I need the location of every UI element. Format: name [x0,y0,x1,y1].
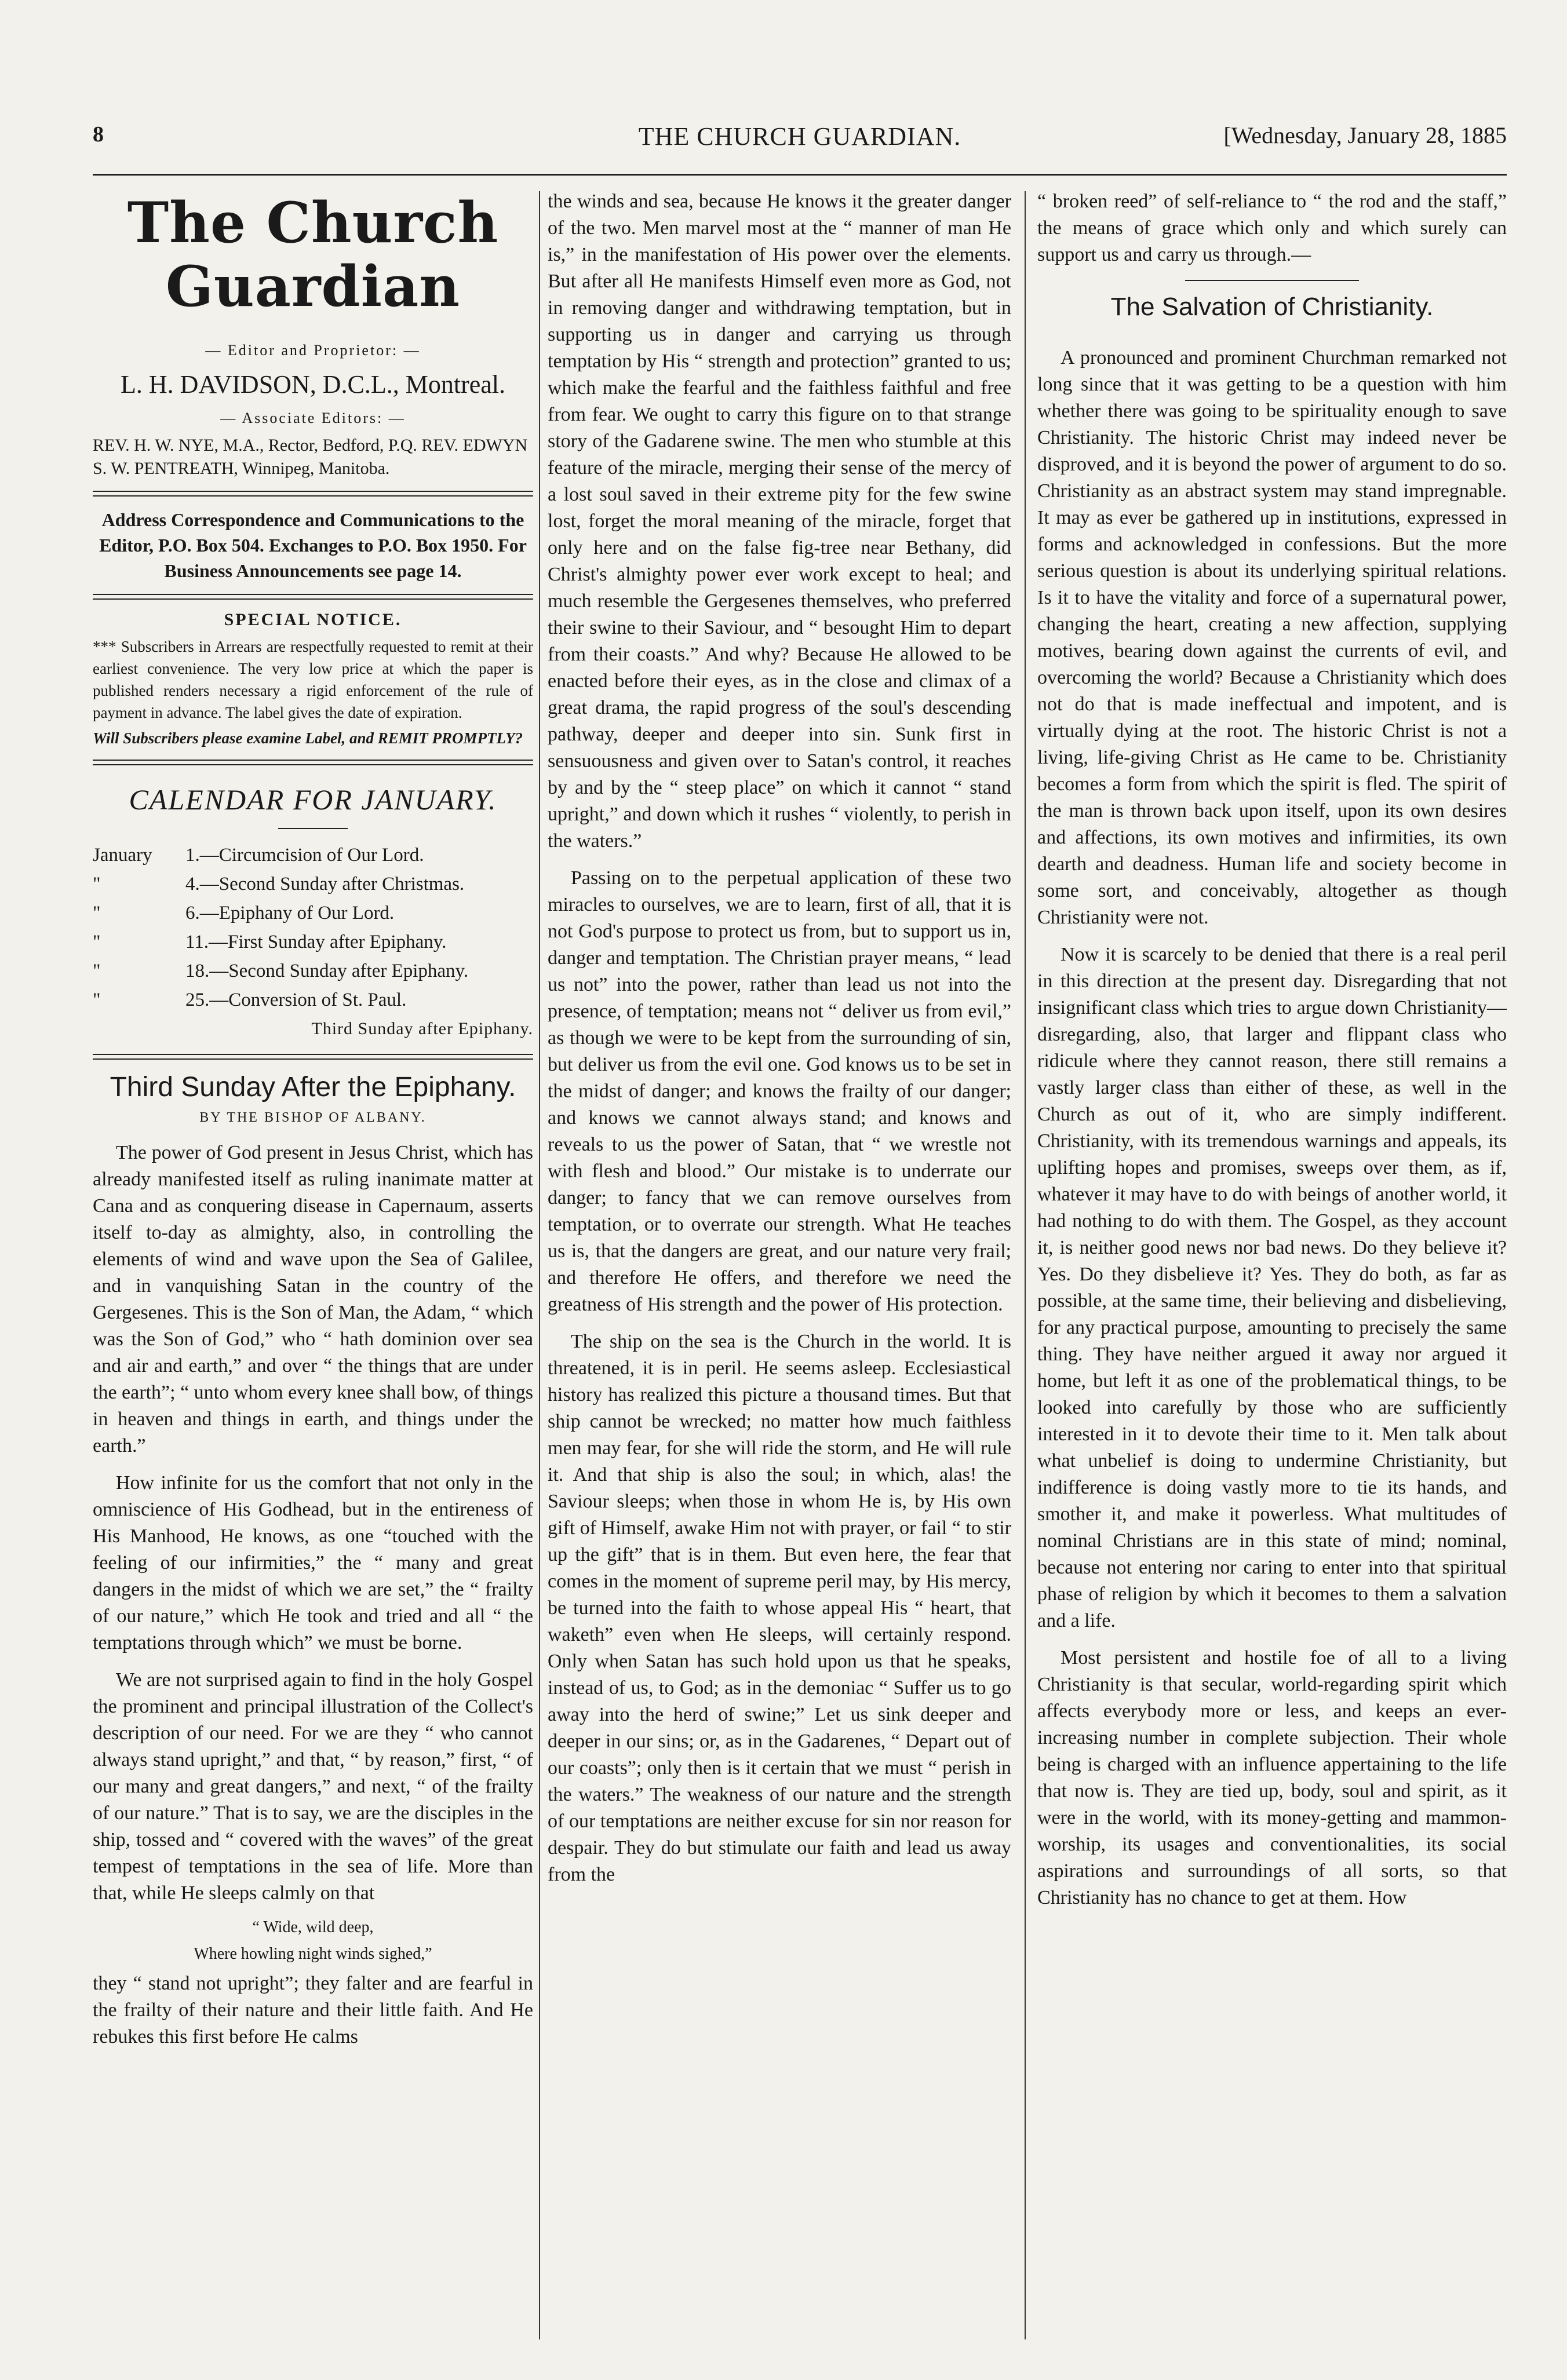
article-paragraph: How infinite for us the comfort that not only in the omniscience of His Godhead, but in the entireness of His Manhood, He knows, as one “touched with the feeling of our infirmities,” the “ many and great dangers in the midst of which we are set,” the “ frailty of our nature,” which He took and tried and all “ the temptations through which” we must be borne. [93,1472,533,1653]
calendar-entry [93,928,533,957]
editor-name: L. H. DAVIDSON, D.C.L., Montreal. [120,370,506,399]
issue-date: [Wednesday, January 28, 1885 [1223,122,1507,148]
special-notice-text: *** Subscribers in Arrears are respectfully requested to remit at their earliest convenience. The very low price at which the paper is published renders necessary a rigid enforcement of the rule of payment in advance. The label gives the date of expiration. [93,638,533,721]
calendar-text: 18.—Second Sunday after Epiphany. [185,961,469,981]
calendar-text: 25.—Conversion of St. Paul. [185,990,407,1010]
divider [93,1054,533,1060]
article-paragraph: the winds and sea, because He knows it the greater danger of the two. Men marvel most at the “ manner of man He is,” in the manifestation of His power over the elements. But after all He manifests Himself even more as God, not in removing danger and withdrawing temptation, but in supporting us in danger and carrying us through temptation by His “ strength and protection” granted to us; which make the fearful and the faithless faithful and free from fear. We ought to carry this figure on to that strange story of the Gadarene swine. The men who stumble at this feature of the miracle, merging their sense of the mercy of a lost soul saved in their extreme pity for the few swine lost, forget the moral meaning of the miracle, forget that only here and on the false fig-tree near Bethany, did Christ's almighty power ever work except to heal; and much resemble the Gergesenes themselves, who preferred their swine to their Saviour, and “ besought Him to depart from their coasts.” And why? Because He allowed to be enacted before their eyes, as in the close and climax of a great drama, the rapid progress of the soul's descending pathway, deeper and deeper into sin. Sunk first in sensuousness and given over to Satan's control, it reaches by and by the “ steep place” on which it cannot “ stand upright,” and down which it rushes “ violently, to perish in the waters.” [548,191,1011,852]
divider [93,594,533,600]
article-paragraph: We are not surprised again to find in the holy Gospel the prominent and principal illustration of the Collect's description of our need. For we are they “ who cannot always stand upright,” and that, “ by reason,” first, “ of our many and great dangers,” and next, “ of the frailty of our nature.” That is to say, we are the disciples in the ship, tossed and “ covered with the waves” of the great tempest of temptations in the sea of life. More than that, while He sleeps calmly on that [93,1669,533,1904]
divider [1185,280,1359,281]
article-paragraph: Passing on to the perpetual application of these two miracles to ourselves, we are to learn, first of all, that it is not God's purpose to protect us from, but to support us in, danger and temptation. The Christian prayer means, “ lead us not” into the power, rather than lead us not into the presence, of temptation; means not “ deliver us from evil,” as though we were to be kept from the surrounding of sin, but deliver us from the evil one. God knows us to be set in the midst of danger; and knows the frailty of our danger; and knows we cannot always stand; and knows and reveals to us the power of Satan, that “ we wrestle not with flesh and blood.” Our mistake is to underrate our danger; to fancy that we can remove ourselves from temptation, or to overrate our strength. What He teaches us is, that the dangers are great, and our nature very frail; and therefore He offers, and therefore we need the greatness of His strength and the power of His protection. [548,867,1011,1315]
running-title: THE CHURCH GUARDIAN. [638,122,961,151]
calendar-entry [93,899,533,928]
verse-line: Where howling night winds sighed,” [194,1945,432,1963]
special-notice-heading: SPECIAL NOTICE. [224,610,402,629]
calendar-list [93,841,533,1043]
column-rule [539,191,540,2339]
article-title: The Salvation of Christianity. [1110,293,1434,321]
calendar-text: 11.—First Sunday after Epiphany. [185,932,447,952]
editor-label: — Editor and Proprietor: — [205,342,421,359]
column-1 [93,188,533,2345]
special-notice-emphasis: Will Subscribers please examine Label, and REMIT PROMPTLY? [93,729,523,747]
article-title: Third Sunday After the Epiphany. [110,1072,516,1103]
calendar-entry [93,957,533,985]
address-note: Address Correspondence and Communications to the Editor, P.O. Box 504. Exchanges to P.O. Box 1950. For Business Announcements see page 14. [99,509,527,581]
running-head [93,122,1507,156]
calendar-entry [93,985,533,1014]
verse-line: “ Wide, wild deep, [252,1918,374,1936]
article-paragraph: Most persistent and hostile foe of all to a living Christianity is that secular, world-regarding spirit which affects everybody more or less, and keeps an ever-increasing number in complete subjection. Their whole being is charged with an influence appertaining to the life that now is. They are tied up, body, soul and spirit, as it were in the world, with its money-getting and mammon-worship, its usages and conventionalities, its social aspirations and surroundings of all sorts, so that Christianity has no chance to get at them. How [1037,1647,1507,1908]
header-rule [93,174,1507,176]
calendar-month: " [93,903,101,923]
article-paragraph: they “ stand not upright”; they falter and are fearful in the frailty of their nature and their little faith. And He rebukes this first before He calms [93,1973,533,2047]
column-3 [1037,188,1507,2345]
masthead-title: The Church Guardian [127,190,499,319]
calendar-footer: Third Sunday after Epiphany. [311,1019,533,1038]
calendar-text: 1.—Circumcision of Our Lord. [185,845,424,866]
column-2 [548,188,1011,2345]
page-number: 8 [93,122,104,147]
divider [93,760,533,765]
article-paragraph: The power of God present in Jesus Christ, which has already manifested itself as ruling inanimate matter at Cana and as conquering disease in Capernaum, asserts itself to-day as almighty, also, in controlling the elements of wind and wave upon the Sea of Galilee, and in vanquishing Satan in the country of the Gergesenes. This is the Son of Man, the Adam, “ which was the Son of God,” who “ hath dominion over sea and air and earth,” and over “ the things that are under the earth”; “ unto whom every knee shall bow, of things in heaven and things in earth, and things under the earth.” [93,1142,533,1457]
calendar-month: " [93,932,101,952]
calendar-month: " [93,990,101,1010]
divider [278,828,348,829]
calendar-text: 4.—Second Sunday after Christmas. [185,874,465,895]
calendar-entry [93,841,533,870]
article-paragraph: The ship on the sea is the Church in the world. It is threatened, it is in peril. He seems asleep. Ecclesiastical history has realized this picture a thousand times. But that ship cannot be wrecked; no matter how much faithless men may fear, for she will ride the storm, and He will rule it. And that ship is also the soul; in which, alas! the Saviour sleeps; when those in whom He is, by His own gift of Himself, awake Him not with prayer, or fail “ to stir up the gift” that is in them. But even here, the fear that comes in the moment of supreme peril may, by His mercy, be turned into the faith to whose appeal His “ heart, that waketh” even when He sleeps, will certainly respond. Only when Satan has such hold upon us that he speaks, instead of us, to God; as in the demoniac “ Suffer us to go away into the herd of swine;” Let us sink deeper and deeper in our sins; or, as in the Gadarenes, “ Depart out of our coasts”; only then is it certain that we must “ perish in the waters.” The weakness of our nature and the strength of our temptations are neither excuse for sin nor reason for despair. They do but stimulate our faith and lead us away from the [548,1331,1011,1885]
assoc-editors-label: — Associate Editors: — [220,410,406,426]
calendar-month: " [93,961,101,981]
calendar-entry [93,870,533,899]
calendar-text: 6.—Epiphany of Our Lord. [185,903,395,923]
article-paragraph: A pronounced and prominent Churchman remarked not long since that it was getting to be a question with him whether there was going to be spirituality enough to save Christianity. The historic Christ may indeed never be disproved, and it is beyond the power of argument to do so. Christianity as an abstract system may stand impregnable. It may as ever be gathered up in institutions, expressed in forms and acknowledged in confessions. But the more serious question is about its underlying spiritual relations. Is it to have the vitality and force of a supernatural power, changing the heart, creating a new affection, supplying motives, bearing down against the currents of evil, and overcoming the world? Because a Christianity which does not do that is made ineffectual and impotent, and is virtually dying at the root. The historic Christ is not a living, life-giving Christ as He came to be. Christianity becomes a form from which the spirit is fled. The spirit of the man is thrown back upon itself, upon its own desires and affections, its own motives and infirmities, its own dearth and deadness. Human life and society become in some sort, and conceivably, altogether as though Christianity were not. [1037,347,1507,928]
calendar-month: January [93,845,152,866]
calendar-title: CALENDAR FOR JANUARY. [129,783,497,816]
column-rule [1025,191,1026,2339]
article-paragraph: “ broken reed” of self-reliance to “ the rod and the staff,” the means of grace which only and which surely can support us and carry us through.— [1037,191,1507,265]
calendar-month: " [93,874,101,895]
article-paragraph: Now it is scarcely to be denied that there is a real peril in this direction at the present day. Disregarding that not insignificant class which tries to argue down Christianity—disregarding, also, that larger and flippant class who ridicule where they cannot reason, there still remains a vastly larger class than either of these, as well in the Church as out of it, who are simply indifferent. Christianity, with its tremendous warnings and appeals, its uplifting hopes and promises, sweeps over them, as if, whatever it may have to do with beings of another world, it had nothing to do with them. The Gospel, as they account it, is neither good news nor bad news. Do they believe it? Yes. Do they disbelieve it? Yes. They do both, as far as possible, at the same time, their believing and disbelieving, for any practical purpose, amounting to precisely the same thing. They have neither argued it away nor argued it home, but left it as one of the problematical things, to be looked into carefully by those who are sufficiently interested in it to devote their time to it. Men talk about what unbelief is doing to undermine Christianity, but indifference is doing vastly more to tie its hands, and smother it, and make it powerless. What multitudes of nominal Christians are in this state of mind; nominal, because not entering nor caring to enter into that spiritual phase of religion by which it becomes to them a salvation and a life. [1037,944,1507,1631]
assoc-editors: REV. H. W. NYE, M.A., Rector, Bedford, P.Q. REV. EDWYN S. W. PENTREATH, Winnipeg, Manitoba. [93,436,528,478]
divider [93,491,533,497]
article-byline: BY THE BISHOP OF ALBANY. [199,1110,427,1125]
